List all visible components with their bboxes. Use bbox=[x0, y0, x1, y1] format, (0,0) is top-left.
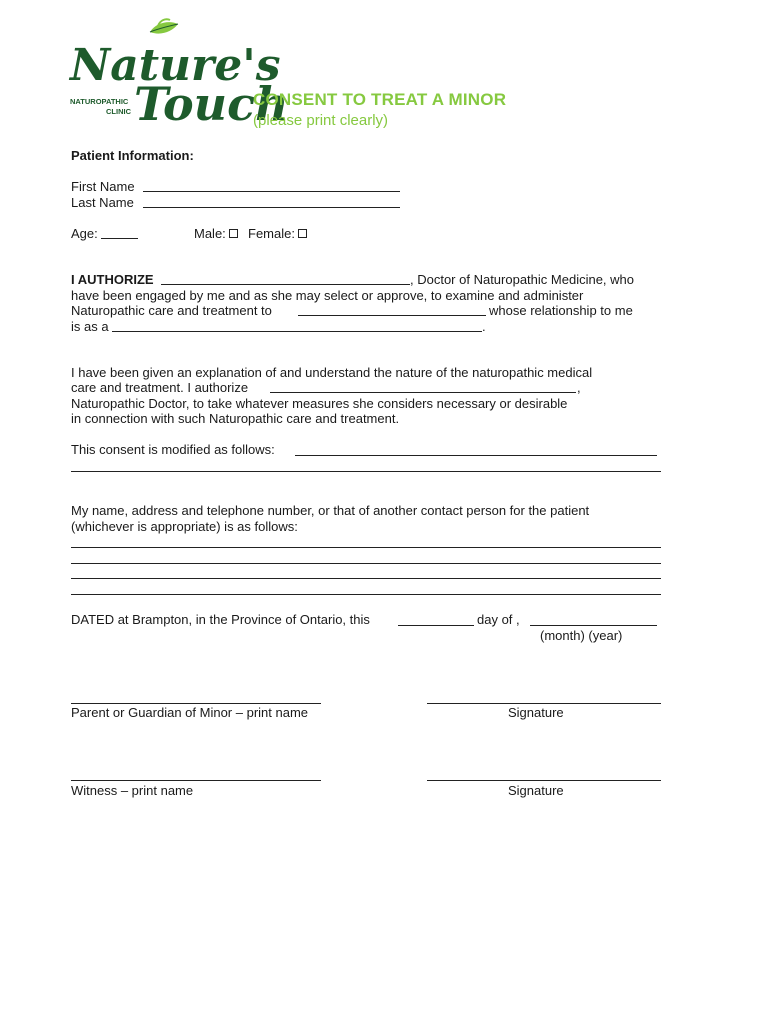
contact-field-1[interactable] bbox=[71, 547, 661, 548]
contact-line1: My name, address and telephone number, or that of another contact person for the patient bbox=[71, 503, 590, 518]
dated-head: DATED at Brampton, in the Province of Ontario, this bbox=[71, 612, 370, 627]
doctor-name-field[interactable] bbox=[161, 284, 410, 285]
logo-sub-line1: NATUROPATHIC bbox=[70, 97, 129, 106]
male-option bbox=[194, 226, 238, 242]
logo-sub-line2: CLINIC bbox=[106, 107, 131, 116]
form-subtitle: (please print clearly) bbox=[253, 112, 389, 129]
authorize-line3-tail: whose relationship to me bbox=[489, 303, 633, 318]
day-field[interactable] bbox=[398, 625, 474, 626]
last-name-label: Last Name bbox=[71, 195, 134, 210]
authorize-line3-head: Naturopathic care and treatment to bbox=[71, 303, 272, 318]
explanation-line2-head: care and treatment. I authorize bbox=[71, 380, 249, 395]
authorize-line1-tail: , Doctor of Naturopathic Medicine, who bbox=[410, 272, 634, 287]
guardian-name-field[interactable] bbox=[71, 703, 321, 704]
female-checkbox[interactable] bbox=[298, 229, 307, 238]
witness-label: Witness – print name bbox=[71, 783, 194, 798]
dated-mid: day of , bbox=[477, 612, 520, 627]
contact-line2: (whichever is appropriate) is as follows: bbox=[71, 519, 298, 534]
clinic-logo bbox=[66, 18, 289, 131]
last-name-field[interactable] bbox=[143, 207, 400, 208]
guardian-label: Parent or Guardian of Minor – print name bbox=[71, 705, 309, 720]
relationship-field[interactable] bbox=[112, 331, 482, 332]
authorized-doctor-field[interactable] bbox=[270, 392, 576, 393]
male-label: Male: bbox=[194, 226, 226, 241]
explanation-line2-tail: , bbox=[577, 380, 581, 395]
contact-field-2[interactable] bbox=[71, 563, 661, 564]
male-checkbox[interactable] bbox=[229, 229, 238, 238]
authorize-lead: I AUTHORIZE bbox=[71, 272, 154, 287]
signature-label-2: Signature bbox=[508, 783, 564, 798]
contact-field-4[interactable] bbox=[71, 594, 661, 595]
contact-field-3[interactable] bbox=[71, 578, 661, 579]
age-field[interactable] bbox=[101, 238, 138, 239]
witness-name-field[interactable] bbox=[71, 780, 321, 781]
female-label: Female: bbox=[248, 226, 295, 241]
first-name-field[interactable] bbox=[143, 191, 400, 192]
female-option bbox=[248, 226, 307, 242]
logo-script-top: Nature's bbox=[70, 40, 281, 91]
patient-name-field[interactable] bbox=[298, 315, 486, 316]
authorize-line2: have been engaged by me and as she may select or approve, to examine and administer bbox=[71, 288, 584, 303]
dated-sub: (month) (year) bbox=[540, 628, 623, 643]
explanation-line1: I have been given an explanation of and understand the nature of the naturopathic medical bbox=[71, 365, 593, 380]
first-name-label: First Name bbox=[71, 179, 135, 194]
form-title: CONSENT TO TREAT A MINOR bbox=[253, 90, 507, 109]
explanation-line4: in connection with such Naturopathic care and treatment. bbox=[71, 411, 400, 426]
logo-graphic bbox=[66, 18, 289, 131]
signature-label-1: Signature bbox=[508, 705, 564, 720]
consent-modified-field-2[interactable] bbox=[71, 471, 661, 472]
guardian-signature-field[interactable] bbox=[427, 703, 661, 704]
consent-modified-label: This consent is modified as follows: bbox=[71, 442, 275, 457]
explanation-line3: Naturopathic Doctor, to take whatever measures she considers necessary or desirable bbox=[71, 396, 568, 411]
month-year-field[interactable] bbox=[530, 625, 657, 626]
authorize-line4-tail: . bbox=[482, 319, 486, 334]
authorize-line4-head: is as a bbox=[71, 319, 109, 334]
witness-signature-field[interactable] bbox=[427, 780, 661, 781]
patient-info-heading: Patient Information: bbox=[71, 148, 194, 163]
logo-script-bottom: Touch bbox=[134, 77, 289, 131]
consent-modified-field-1[interactable] bbox=[295, 455, 657, 456]
age-label: Age: bbox=[71, 226, 98, 241]
leaf-icon bbox=[150, 19, 178, 33]
